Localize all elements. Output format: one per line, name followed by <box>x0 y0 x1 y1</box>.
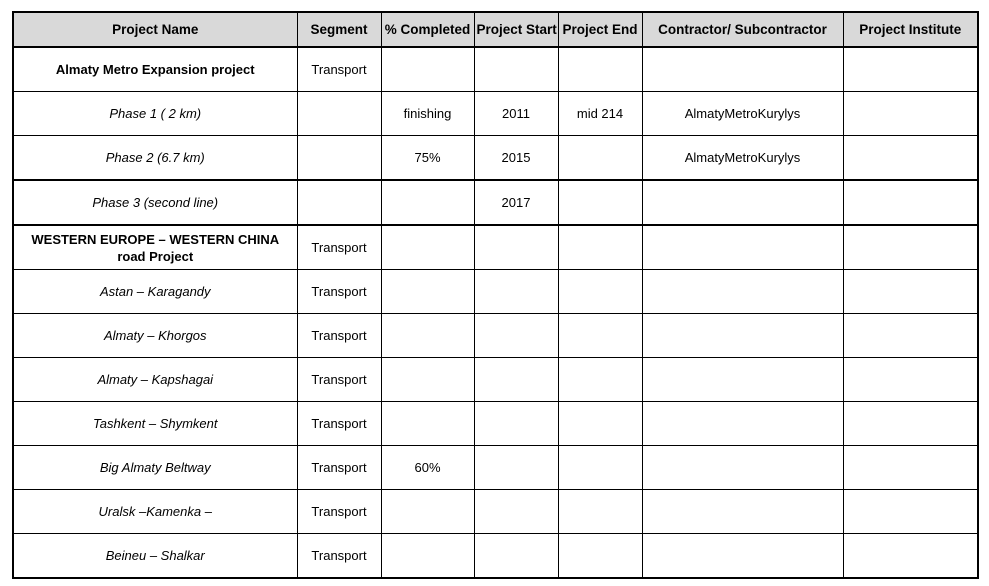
cell-segment[interactable] <box>297 92 381 136</box>
cell-contractor[interactable] <box>642 270 843 314</box>
cell-project-name[interactable]: Uralsk –Kamenka – <box>13 490 297 534</box>
cell-contractor[interactable] <box>642 225 843 270</box>
cell-segment[interactable]: Transport <box>297 225 381 270</box>
table-row <box>13 402 978 446</box>
cell-segment[interactable]: Transport <box>297 402 381 446</box>
cell-completed[interactable] <box>381 534 474 579</box>
table-row <box>13 446 978 490</box>
cell-project-name[interactable]: Phase 1 ( 2 km) <box>13 92 297 136</box>
cell-completed[interactable] <box>381 180 474 225</box>
cell-contractor[interactable] <box>642 314 843 358</box>
cell-completed[interactable] <box>381 270 474 314</box>
cell-project-institute[interactable] <box>843 47 978 92</box>
cell-contractor[interactable] <box>642 446 843 490</box>
cell-project-name[interactable]: Almaty Metro Expansion project <box>13 47 297 92</box>
cell-project-start[interactable] <box>474 402 558 446</box>
cell-completed[interactable] <box>381 358 474 402</box>
cell-segment[interactable]: Transport <box>297 358 381 402</box>
cell-completed[interactable]: 75% <box>381 136 474 181</box>
cell-project-institute[interactable] <box>843 402 978 446</box>
cell-project-end[interactable] <box>558 180 642 225</box>
cell-contractor[interactable] <box>642 358 843 402</box>
cell-project-institute[interactable] <box>843 534 978 579</box>
cell-contractor[interactable] <box>642 47 843 92</box>
cell-project-end[interactable] <box>558 402 642 446</box>
cell-project-name[interactable]: Phase 2 (6.7 km) <box>13 136 297 181</box>
cell-project-institute[interactable] <box>843 358 978 402</box>
cell-completed[interactable]: finishing <box>381 92 474 136</box>
cell-project-end[interactable] <box>558 314 642 358</box>
cell-project-end[interactable] <box>558 47 642 92</box>
cell-segment[interactable]: Transport <box>297 47 381 92</box>
cell-completed[interactable] <box>381 314 474 358</box>
cell-project-start[interactable] <box>474 446 558 490</box>
table-row <box>13 92 978 136</box>
cell-project-name[interactable]: Phase 3 (second line) <box>13 180 297 225</box>
cell-project-end[interactable] <box>558 490 642 534</box>
table-row <box>13 136 978 181</box>
cell-segment[interactable] <box>297 136 381 181</box>
cell-project-start[interactable] <box>474 534 558 579</box>
cell-project-start[interactable] <box>474 270 558 314</box>
cell-contractor[interactable]: AlmatyMetroKurylys <box>642 136 843 181</box>
cell-project-name[interactable]: Astan – Karagandy <box>13 270 297 314</box>
header-segment[interactable]: Segment <box>297 12 381 47</box>
header-completed[interactable]: % Completed <box>381 12 474 47</box>
cell-segment[interactable] <box>297 180 381 225</box>
cell-project-end[interactable] <box>558 534 642 579</box>
cell-completed[interactable] <box>381 402 474 446</box>
cell-project-name[interactable]: Almaty – Kapshagai <box>13 358 297 402</box>
cell-segment[interactable]: Transport <box>297 270 381 314</box>
table-row <box>13 180 978 225</box>
cell-segment[interactable]: Transport <box>297 534 381 579</box>
table-row <box>13 358 978 402</box>
cell-project-institute[interactable] <box>843 225 978 270</box>
cell-project-end[interactable]: mid 214 <box>558 92 642 136</box>
cell-project-start[interactable] <box>474 490 558 534</box>
table-row <box>13 270 978 314</box>
cell-project-start[interactable] <box>474 314 558 358</box>
cell-contractor[interactable]: AlmatyMetroKurylys <box>642 92 843 136</box>
cell-completed[interactable] <box>381 225 474 270</box>
cell-segment[interactable]: Transport <box>297 490 381 534</box>
cell-project-start[interactable]: 2015 <box>474 136 558 181</box>
table-row <box>13 490 978 534</box>
projects-table <box>12 11 979 579</box>
header-project-end[interactable]: Project End <box>558 12 642 47</box>
cell-project-end[interactable] <box>558 446 642 490</box>
cell-project-name[interactable]: Big Almaty Beltway <box>13 446 297 490</box>
header-project-start[interactable]: Project Start <box>474 12 558 47</box>
cell-project-start[interactable]: 2011 <box>474 92 558 136</box>
cell-project-end[interactable] <box>558 136 642 181</box>
header-project-name[interactable]: Project Name <box>13 12 297 47</box>
table-row <box>13 225 978 270</box>
cell-project-institute[interactable] <box>843 92 978 136</box>
header-row <box>13 12 978 47</box>
cell-project-end[interactable] <box>558 225 642 270</box>
cell-project-institute[interactable] <box>843 490 978 534</box>
cell-project-end[interactable] <box>558 270 642 314</box>
cell-contractor[interactable] <box>642 180 843 225</box>
cell-completed[interactable]: 60% <box>381 446 474 490</box>
cell-project-name[interactable]: Almaty – Khorgos <box>13 314 297 358</box>
cell-project-institute[interactable] <box>843 270 978 314</box>
cell-project-name[interactable]: WESTERN EUROPE – WESTERN CHINA road Project <box>13 225 297 270</box>
cell-project-institute[interactable] <box>843 314 978 358</box>
table-row <box>13 47 978 92</box>
cell-project-start[interactable] <box>474 225 558 270</box>
cell-segment[interactable]: Transport <box>297 314 381 358</box>
cell-completed[interactable] <box>381 47 474 92</box>
header-contractor[interactable]: Contractor/ Subcontractor <box>642 12 843 47</box>
cell-contractor[interactable] <box>642 402 843 446</box>
cell-project-end[interactable] <box>558 358 642 402</box>
project-sheet <box>12 11 979 579</box>
cell-project-start[interactable] <box>474 47 558 92</box>
cell-segment[interactable]: Transport <box>297 446 381 490</box>
cell-project-institute[interactable] <box>843 446 978 490</box>
cell-project-institute[interactable] <box>843 180 978 225</box>
cell-project-name[interactable]: Beineu – Shalkar <box>13 534 297 579</box>
table-row <box>13 534 978 579</box>
cell-project-name[interactable]: Tashkent – Shymkent <box>13 402 297 446</box>
cell-completed[interactable] <box>381 490 474 534</box>
cell-contractor[interactable] <box>642 534 843 579</box>
cell-contractor[interactable] <box>642 490 843 534</box>
cell-project-start[interactable]: 2017 <box>474 180 558 225</box>
cell-project-institute[interactable] <box>843 136 978 181</box>
header-project-institute[interactable]: Project Institute <box>843 12 978 47</box>
table-row <box>13 314 978 358</box>
cell-project-start[interactable] <box>474 358 558 402</box>
